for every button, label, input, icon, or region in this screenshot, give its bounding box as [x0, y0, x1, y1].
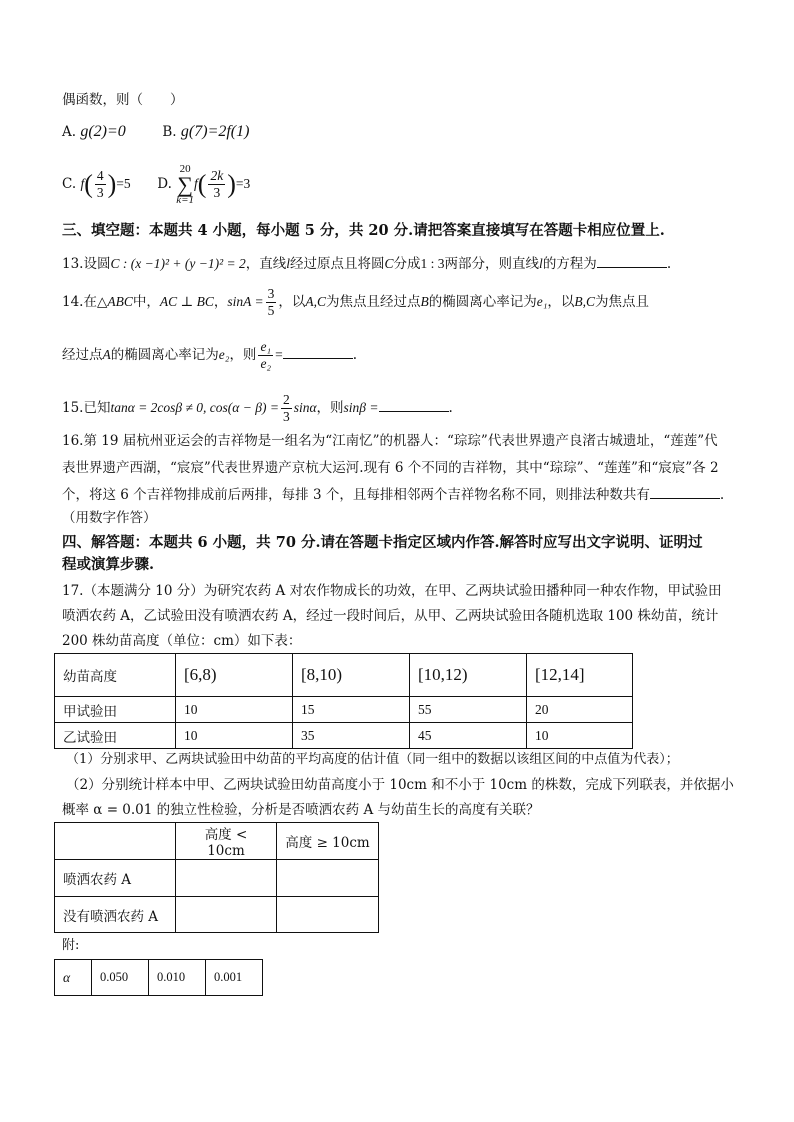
q13-circle-eq: C : (x −1)² + (y −1)² = 2 — [110, 256, 246, 271]
table-cell: 0.001 — [206, 960, 263, 996]
q15-frac: $\frac{2}{3}$ — [282, 392, 290, 424]
q17-part2-line-1: （2）分别统计样本中甲、乙两块试验田幼苗高度小于 10cm 和不小于 10cm 的株数，完成下列联表，并依据小 — [66, 777, 734, 793]
section3-heading: 三、填空题：本题共 4 小题，每小题 5 分，共 20 分.请把答案直接填写在答题卡相应位置上. — [62, 222, 665, 239]
option-a-label: A. — [62, 124, 77, 140]
option-c-label: C. — [62, 176, 77, 192]
option-b-label: B. — [162, 124, 177, 140]
table-header-cell: [10,12) — [410, 654, 527, 697]
q14-sin-frac: $\frac{3}{5}$ — [267, 286, 275, 318]
table-header-cell: 高度 ≥ 10cm — [277, 823, 379, 860]
q17-part1: （1）分别求甲、乙两块试验田中幼苗的平均高度的估计值（同一组中的数据以该组区间的中点值为代表）； — [66, 752, 679, 767]
q17-part2-line-2: 概率 α = 0.01 的独立性检验，分析是否喷洒农药 A 与幼苗生长的高度有关联？ — [62, 802, 540, 818]
table-cell-input[interactable] — [277, 860, 379, 897]
table-cell: 甲试验田 — [55, 697, 176, 723]
option-c-rhs: =5 — [116, 176, 131, 191]
table-cell: 15 — [293, 697, 410, 723]
table-cell: 10 — [176, 723, 293, 749]
table-row — [55, 723, 633, 749]
appendix-label: 附: — [62, 938, 80, 953]
option-c-f: f — [80, 176, 85, 191]
option-c-frac: $\frac{4}{3}$ — [96, 168, 104, 200]
table-cell: 0.050 — [92, 960, 149, 996]
table-cell: 35 — [293, 723, 410, 749]
table-cell-input[interactable] — [277, 897, 379, 933]
table-cell: 喷洒农药 A — [55, 860, 176, 897]
q13: 13.设圆C : (x −1)² + (y −1)² = 2，直线l经过原点且将圆C分成1 : 3两部分，则直线l的方程为 . — [62, 256, 672, 272]
option-d-frac: $\frac{2k}{3}$ — [210, 168, 224, 200]
q16-line-1: 16.第 19 届杭州亚运会的吉祥物是一组名为“江南忆”的机器人：“琮琮”代表世界遗产良渚古城遗址，“莲莲”代 — [62, 433, 718, 449]
option-d-sum: 20 ∑ k=1 — [176, 162, 195, 206]
section4-line-1: 四、解答题：本题共 6 小题，共 70 分.请在答题卡指定区域内作答.解答时应写出文字说明、证明过 — [62, 534, 703, 551]
q17-line-3: 200 株幼苗高度（单位：cm）如下表： — [62, 633, 302, 649]
table-header-cell: [8,10) — [293, 654, 410, 697]
table-header-cell — [55, 823, 176, 860]
table-cell: 乙试验田 — [55, 723, 176, 749]
table-row — [55, 823, 379, 860]
option-d-f: f — [194, 176, 198, 191]
q14-ratio-frac: $\frac{\text{e₁}}{\text{e₂}}$ — [260, 339, 272, 371]
q13-answer-blank[interactable] — [597, 254, 667, 268]
table-cell: 0.010 — [149, 960, 206, 996]
table-cell: 55 — [410, 697, 527, 723]
table-row — [55, 860, 379, 897]
table-cell: α — [55, 960, 92, 996]
table-header-cell: 幼苗高度 — [55, 654, 176, 697]
table-row — [55, 697, 633, 723]
seedling-height-table — [54, 653, 633, 749]
q14-line1: 14.在△ABC中，AC ⊥ BC，sinA = $\frac{3}{5}$ ，以A,C为焦点且经过点B的椭圆离心率记为e₁，以B,C为焦点且 — [62, 286, 650, 318]
option-d-label: D. — [157, 176, 172, 192]
q16-line-3: 个，将这 6 个吉祥物排成前后两排，每排 3 个，且每排相邻两个吉祥物名称不同，则排法种数共有 . — [62, 487, 725, 503]
q16-line-2: 表世界遗产西湖，“宸宸”代表世界遗产京杭大运河.现有 6 个不同的吉祥物，其中“琮琮”、“莲莲”和“宸宸”各 2 — [62, 460, 719, 476]
table-header-cell: [12,14] — [527, 654, 633, 697]
table-cell: 没有喷洒农药 A — [55, 897, 176, 933]
option-d-rhs: =3 — [235, 176, 251, 191]
q14-line2: 经过点A的椭圆离心率记为e₂，则 $\frac{\text{e₁}}{\text{e₂}}$ = . — [62, 339, 358, 371]
q17-line-2: 喷洒农药 A，乙试验田没有喷洒农药 A，经过一段时间后，从甲、乙两块试验田各随机选取 100 株幼苗，统计 — [62, 608, 719, 624]
table-row — [55, 960, 263, 996]
table-cell: 20 — [527, 697, 633, 723]
q12-options-ab — [62, 123, 249, 141]
option-b-expr: g(7)=2f(1) — [180, 123, 250, 140]
contingency-table — [54, 822, 379, 933]
q16-answer-blank[interactable] — [650, 485, 720, 499]
q16-line-4: （用数字作答） — [62, 510, 157, 526]
q12-options-cd: C. f( $\frac{4}{3}$ )=5 D. 20 ∑ k=1f( $\frac{2k}{3}$ )=3 — [62, 162, 251, 206]
q14-answer-blank[interactable] — [283, 345, 353, 359]
table-row — [55, 654, 633, 697]
table-row — [55, 897, 379, 933]
alpha-table — [54, 959, 263, 996]
table-cell-input[interactable] — [176, 897, 277, 933]
table-cell-input[interactable] — [176, 860, 277, 897]
q17-line-1: 17.（本题满分 10 分）为研究农药 A 对农作物成长的功效，在甲、乙两块试验田播种同一种农作物，甲试验田 — [62, 583, 722, 599]
option-a-expr: g(2)=0 — [80, 123, 126, 140]
table-header-cell: [6,8) — [176, 654, 293, 697]
table-header-cell: 高度 < 10cm — [176, 823, 277, 860]
section4-line-2: 程或演算步骤. — [62, 556, 155, 573]
table-cell: 45 — [410, 723, 527, 749]
table-cell: 10 — [176, 697, 293, 723]
q12-tail: 偶函数，则（ ） — [62, 92, 184, 108]
table-cell: 10 — [527, 723, 633, 749]
q15: 15.已知tanα = 2cosβ ≠ 0, cos(α − β) = $\frac{2}{3}$ sinα，则sinβ = . — [62, 392, 453, 424]
q15-answer-blank[interactable] — [379, 398, 449, 412]
